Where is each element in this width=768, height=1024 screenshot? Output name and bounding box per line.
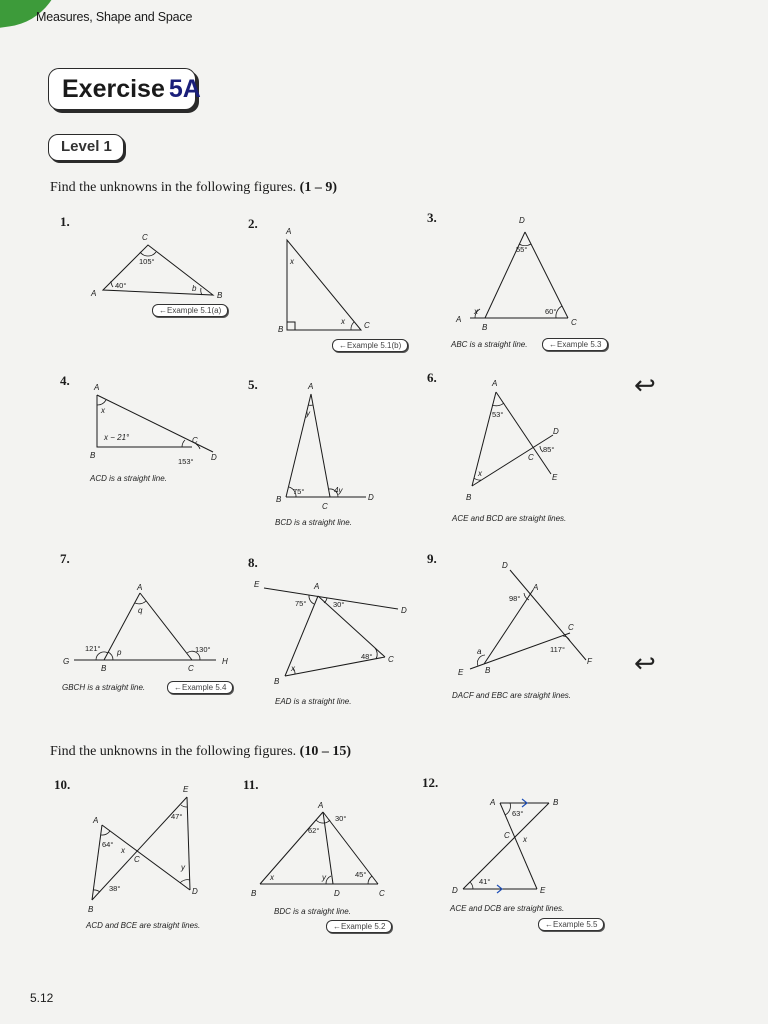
figure-caption: ACE and BCD are straight lines. xyxy=(452,514,567,523)
unknown-label: p xyxy=(117,648,122,657)
angle-label: 105° xyxy=(139,257,155,266)
angle-label: 48° xyxy=(361,652,373,661)
angle-label: 153° xyxy=(178,457,194,466)
angle-label: 75° xyxy=(295,599,307,608)
point-label: B xyxy=(276,495,282,504)
point-label: A xyxy=(286,227,292,236)
angle-label: 30° xyxy=(335,814,347,823)
unknown-label: x xyxy=(290,257,294,266)
point-label: B xyxy=(251,889,257,898)
point-label: C xyxy=(322,502,328,511)
point-label: D xyxy=(401,606,407,615)
point-label: B xyxy=(482,323,488,332)
question-number: 3. xyxy=(427,210,437,225)
point-label: C xyxy=(571,318,577,327)
angle-label: 30° xyxy=(333,600,345,609)
unknown-label: y xyxy=(181,863,185,872)
point-label: A xyxy=(318,801,324,810)
question-number: 12. xyxy=(422,775,439,790)
point-label: D xyxy=(334,889,340,898)
question-number: 8. xyxy=(248,555,258,570)
example-ref-pill: ←Example 5.1(b) xyxy=(332,339,408,352)
angle-label: 60° xyxy=(545,307,557,316)
unknown-label: x xyxy=(121,846,125,855)
point-label: E xyxy=(458,668,464,677)
angle-label: 130° xyxy=(195,645,211,654)
point-label: C xyxy=(388,655,394,664)
angle-label: 40° xyxy=(115,281,127,290)
question-number: 7. xyxy=(60,551,70,566)
angle-label: 85° xyxy=(543,445,555,454)
unknown-label: q xyxy=(138,606,143,615)
question-number: 5. xyxy=(248,377,258,392)
point-label: B xyxy=(274,677,280,686)
point-label: D xyxy=(368,493,374,502)
point-label: H xyxy=(222,657,228,666)
point-label: B xyxy=(278,325,284,334)
unknown-label: 4y xyxy=(334,486,343,495)
unknown-label: x xyxy=(478,469,482,478)
point-label: A xyxy=(91,289,97,298)
angle-label: 98° xyxy=(509,594,521,603)
point-label: G xyxy=(63,657,70,666)
instruction-range: (10 – 15) xyxy=(299,744,351,759)
figure-caption: GBCH is a straight line. xyxy=(62,683,146,692)
point-label: A xyxy=(533,583,539,592)
point-label: D xyxy=(452,886,458,895)
angle-label: 121° xyxy=(85,644,101,653)
level-label: Level 1 xyxy=(61,138,112,155)
angle-label: 47° xyxy=(171,812,183,821)
point-label: D xyxy=(211,453,217,462)
figure-caption: EAD is a straight line. xyxy=(275,697,352,706)
point-label: A xyxy=(456,315,462,324)
point-label: D xyxy=(502,561,508,570)
unknown-label: a xyxy=(477,647,482,656)
point-label: E xyxy=(552,473,558,482)
point-label: C xyxy=(379,889,385,898)
point-label: A xyxy=(308,382,314,391)
question-number: 10. xyxy=(54,777,71,792)
angle-label: 55° xyxy=(516,245,528,254)
figure-caption: BDC is a straight line. xyxy=(274,907,351,916)
unknown-label: y xyxy=(322,873,326,882)
question-number: 9. xyxy=(427,551,437,566)
angle-label: 62° xyxy=(308,826,320,835)
point-label: B xyxy=(101,664,107,673)
point-label: C xyxy=(364,321,370,330)
figure-caption: ACD is a straight line. xyxy=(90,474,167,483)
unknown-label: x − 21° xyxy=(104,433,130,442)
point-label: B xyxy=(90,451,96,460)
page-edge-mark: ↩ xyxy=(634,370,656,400)
unknown-label: y xyxy=(306,409,310,418)
point-label: D xyxy=(553,427,559,436)
point-label: B xyxy=(88,905,94,914)
angle-label: 45° xyxy=(355,870,367,879)
angle-label: 63° xyxy=(512,809,524,818)
point-label: A xyxy=(94,383,100,392)
question-number: 2. xyxy=(248,216,258,231)
angle-label: 64° xyxy=(102,840,114,849)
point-label: E xyxy=(254,580,260,589)
unknown-label: b xyxy=(192,284,197,293)
point-label: B xyxy=(553,798,559,807)
figure-caption: ACE and DCB are straight lines. xyxy=(450,904,565,913)
point-label: B xyxy=(217,291,223,300)
example-ref-pill: ←Example 5.3 xyxy=(542,338,608,351)
point-label: F xyxy=(587,657,592,666)
point-label: A xyxy=(137,583,143,592)
angle-label: 38° xyxy=(109,884,121,893)
unknown-label: x xyxy=(270,873,274,882)
instruction-range: (1 – 9) xyxy=(299,180,337,195)
point-label: B xyxy=(485,666,491,675)
figure-caption: DACF and EBC are straight lines. xyxy=(452,691,572,700)
page-number: 5.12 xyxy=(30,991,54,1005)
angle-label: 117° xyxy=(550,645,565,654)
point-label: A xyxy=(314,582,320,591)
figure-caption: ABC is a straight line. xyxy=(451,340,528,349)
exercise-word: Exercise xyxy=(62,75,165,103)
point-label: C xyxy=(192,436,198,445)
unknown-label: x xyxy=(341,317,345,326)
point-label: C xyxy=(504,831,510,840)
point-label: D xyxy=(519,216,525,225)
angle-label: 75° xyxy=(293,487,305,496)
point-label: C xyxy=(134,855,140,864)
question-number: 11. xyxy=(243,777,259,792)
exercise-number: 5A xyxy=(168,75,201,103)
question-number: 4. xyxy=(60,373,70,388)
angle-label: 41° xyxy=(479,877,491,886)
point-label: A xyxy=(492,379,498,388)
question-number: 1. xyxy=(60,214,70,229)
question-number: 6. xyxy=(427,370,437,385)
point-label: A xyxy=(93,816,99,825)
instruction-text: Find the unknowns in the following figures. xyxy=(50,180,297,195)
unknown-label: x xyxy=(474,307,478,316)
point-label: C xyxy=(528,453,534,462)
unknown-label: x xyxy=(523,835,527,844)
point-label: C xyxy=(142,233,148,242)
point-label: E xyxy=(183,785,189,794)
example-ref-pill: ←Example 5.5 xyxy=(538,918,604,931)
angle-label: 53° xyxy=(492,410,504,419)
instruction-text: Find the unknowns in the following figures. xyxy=(50,744,297,759)
figure-caption: BCD is a straight line. xyxy=(275,518,352,527)
example-ref-pill: ←Example 5.4 xyxy=(167,681,233,694)
unknown-label: x xyxy=(101,406,105,415)
point-label: D xyxy=(192,887,198,896)
point-label: A xyxy=(490,798,496,807)
example-ref-pill: ←Example 5.2 xyxy=(326,920,392,933)
point-label: C xyxy=(568,623,574,632)
page-edge-mark: ↩ xyxy=(634,648,656,678)
unknown-label: x xyxy=(291,664,295,673)
section-header: Measures, Shape and Space xyxy=(36,10,193,24)
figure-caption: ACD and BCE are straight lines. xyxy=(86,921,201,930)
point-label: E xyxy=(540,886,546,895)
example-ref-pill: ←Example 5.1(a) xyxy=(152,304,228,317)
point-label: C xyxy=(188,664,194,673)
point-label: B xyxy=(466,493,472,502)
